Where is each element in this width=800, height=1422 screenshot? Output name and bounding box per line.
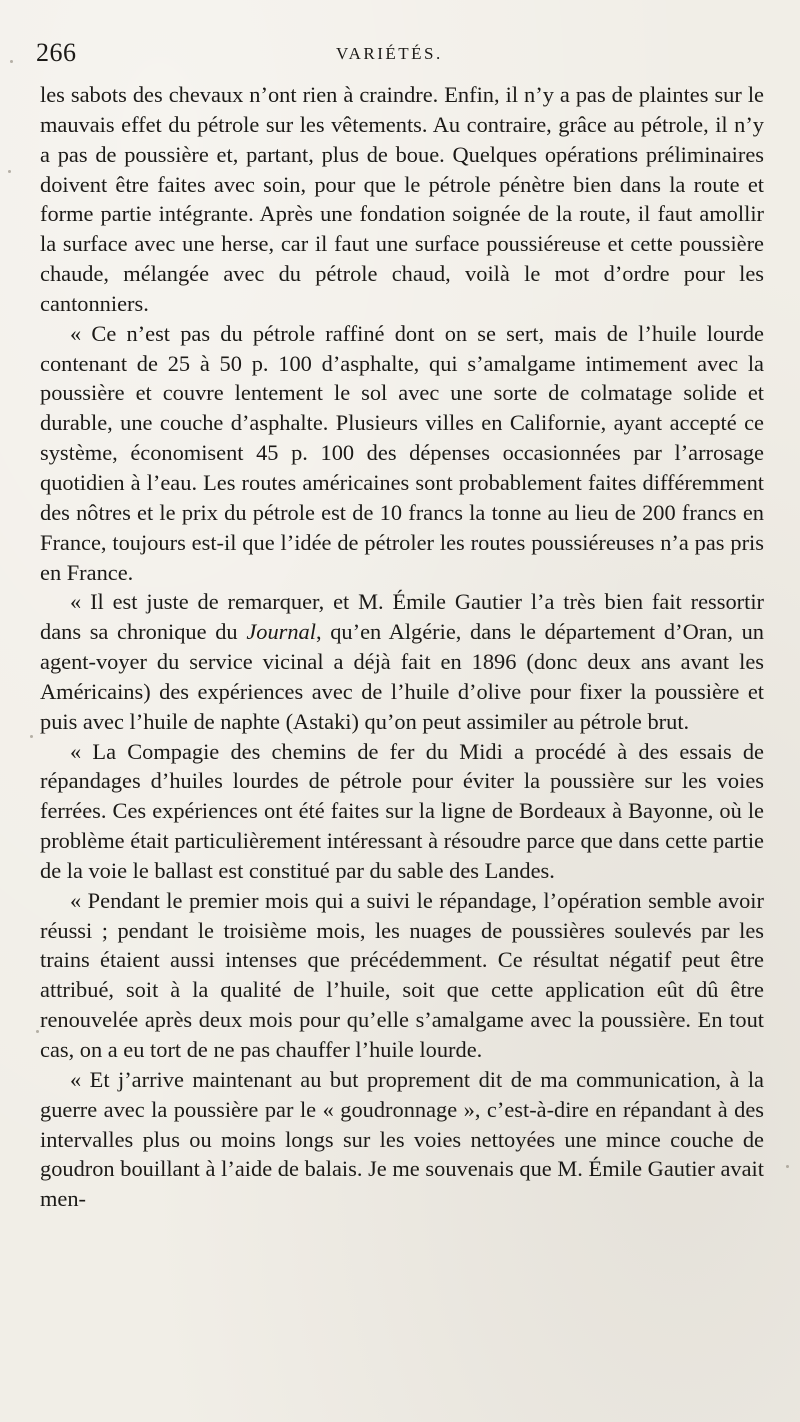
page-number: 266 xyxy=(36,38,77,67)
journal-title: Journal xyxy=(246,619,316,645)
paragraph-continuation xyxy=(40,80,764,319)
running-head xyxy=(36,38,766,78)
paragraph-results xyxy=(40,886,764,1065)
paper-speck xyxy=(30,735,33,738)
paragraph-text: les sabots des chevaux n’ont rien à craindre. Enfin, il n’y a pas de plaintes sur le mauvais effet du pétrole sur les vêtements. Au contraire, grâce au pétrole, il n’y a pas de poussière et, partant, plus de boue. Quelques opérations préliminaires doivent être faites avec soin, pour que le pétrole pénètre bien dans la route et forme partie intégrante. Après une fondation soignée de la route, il faut amollir la surface avec une herse, car il faut une surface poussiéreuse et cette poussière chaude, mélangée avec du pétrole chaud, voilà le mot d’ordre pour les cantonniers. xyxy=(40,82,764,316)
paragraph-text: « Il est juste de remarquer, et M. Émile Gautier l’a très bien fait ressortir dans sa chronique du xyxy=(40,589,764,645)
paragraph-text: « Et j’arrive maintenant au but proprement dit de ma communication, à la guerre avec la poussière par le « goudronnage », c’est-à-dire en répandant à des intervalles plus ou moins longs sur les voies nettoyées une mince couche de goudron bouillant à l’aide de balais. Je me souvenais que M. Émile Gautier avait men- xyxy=(40,1066,764,1212)
paper-speck xyxy=(786,1165,789,1168)
paper-speck xyxy=(8,170,11,173)
paragraph-tarring xyxy=(40,1065,764,1214)
body-text xyxy=(40,80,764,1214)
paper-speck xyxy=(10,60,13,63)
running-title: VARIÉTÉS. xyxy=(336,44,443,63)
paragraph-text: « La Compagie des chemins de fer du Midi a procédé à des essais de répandages d’huiles lourdes de pétrole pour éviter la poussière sur les voies ferrées. Ces expériences ont été faites sur la ligne de Bordeaux à Bayonne, où le problème était particulièrement intéressant à résoudre parce que dans cette partie de la voie le ballast est constitué par du sable des Landes. xyxy=(40,738,764,883)
paragraph-heavy-oil xyxy=(40,319,764,588)
paper-speck xyxy=(36,1030,39,1033)
paragraph-railway xyxy=(40,737,764,886)
paragraph-algeria xyxy=(40,587,764,736)
paragraph-text: « Pendant le premier mois qui a suivi le répandage, l’opération semble avoir réussi ; pendant le troisième mois, les nuages de poussières soulevés par les trains étaient aussi intenses que précédemment. Ce résultat négatif peut être attribué, soit à la qualité de l’huile, soit que cette application eût dû être renouvelée après deux mois pour qu’elle s’amalgame avec la poussière. En tout cas, on a eu tort de ne pas chauffer l’huile lourde. xyxy=(40,887,764,1062)
paragraph-text: « Ce n’est pas du pétrole raffiné dont on se sert, mais de l’huile lourde contenant de 25 à 50 p. 100 d’asphalte, qui s’amalgame intimement avec la poussière et couvre lentement le sol avec une sorte de colmatage solide et durable, une couche d’asphalte. Plusieurs villes en Californie, ayant accepté ce système, économisent 45 p. 100 des dépenses occasionnées par l’arrosage quotidien à l’eau. Les routes américaines sont probablement faites différemment des nôtres et le prix du pétrole est de 10 francs la tonne au lieu de 200 francs en France, toujours est-il que l’idée de pétroler les routes poussiéreuses n’a pas pris en France. xyxy=(40,320,764,585)
paragraph-text: , qu’en Algérie, dans le département d’Oran, un agent-voyer du service vicinal a déjà fait en 1896 (donc deux ans avant les Américains) des expériences avec de l’huile d’olive pour fixer la poussière et puis avec l’huile de naphte (Astaki) qu’on peut assimiler au pétrole brut. xyxy=(40,619,765,734)
